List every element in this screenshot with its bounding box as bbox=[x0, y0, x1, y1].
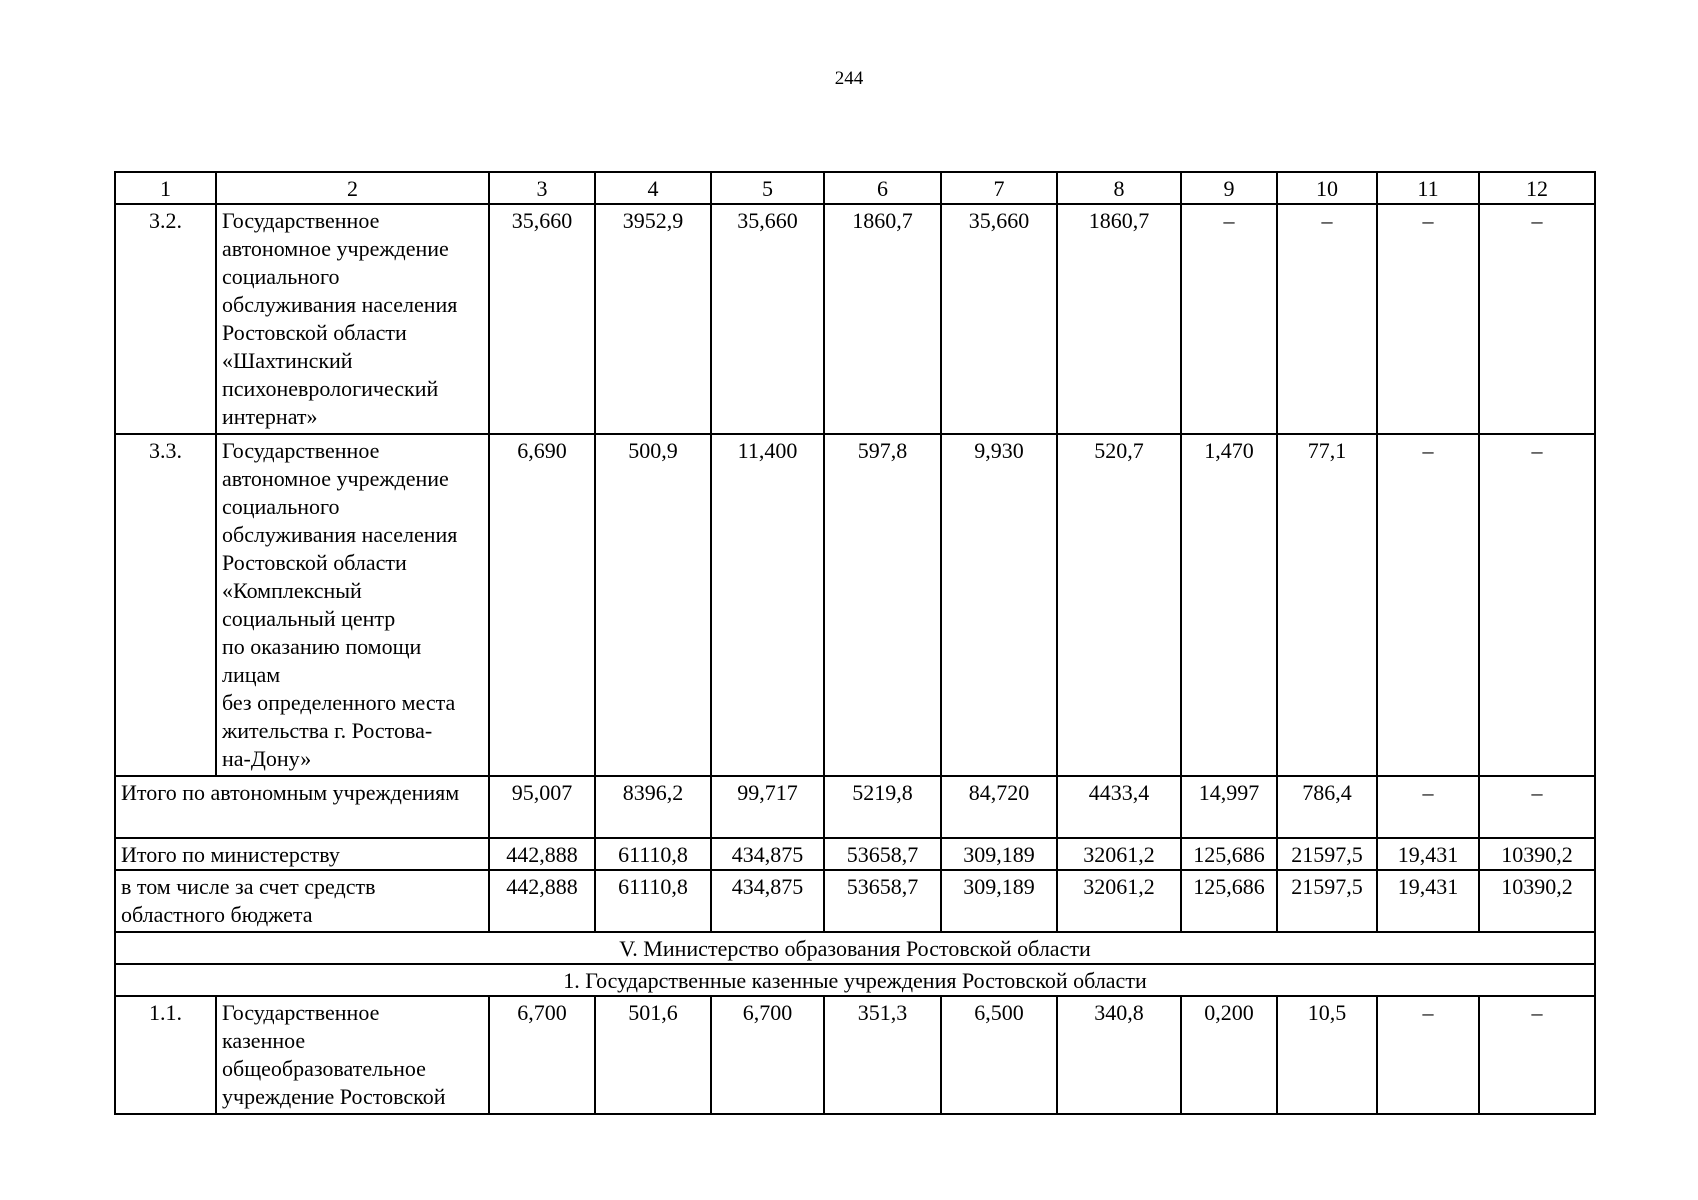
value-cell: 125,686 bbox=[1181, 838, 1277, 870]
value-cell: 11,400 bbox=[711, 434, 824, 776]
table-row bbox=[115, 996, 1595, 1114]
value-cell: – bbox=[1479, 996, 1595, 1114]
value-cell: 442,888 bbox=[489, 838, 595, 870]
column-number: 3 bbox=[489, 172, 595, 204]
value-cell: 84,720 bbox=[941, 776, 1057, 838]
column-number: 12 bbox=[1479, 172, 1595, 204]
value-cell: 786,4 bbox=[1277, 776, 1377, 838]
column-number: 5 bbox=[711, 172, 824, 204]
value-cell: – bbox=[1277, 204, 1377, 434]
value-cell: 35,660 bbox=[711, 204, 824, 434]
value-cell: 501,6 bbox=[595, 996, 711, 1114]
value-cell: – bbox=[1479, 776, 1595, 838]
value-cell: 4433,4 bbox=[1057, 776, 1181, 838]
value-cell: 1,470 bbox=[1181, 434, 1277, 776]
value-cell: 442,888 bbox=[489, 870, 595, 932]
budget-table bbox=[114, 171, 1596, 1115]
value-cell: 61110,8 bbox=[595, 838, 711, 870]
value-cell: 5219,8 bbox=[824, 776, 941, 838]
row-number: 1.1. bbox=[115, 996, 216, 1114]
value-cell: 434,875 bbox=[711, 870, 824, 932]
value-cell: – bbox=[1377, 776, 1479, 838]
institution-name: Государственное автономное учреждение социального обслуживания населения Ростовской области «Шахтинский психоневрологический интернат» bbox=[216, 204, 489, 434]
value-cell: 32061,2 bbox=[1057, 870, 1181, 932]
value-cell: – bbox=[1181, 204, 1277, 434]
column-number: 10 bbox=[1277, 172, 1377, 204]
column-number: 7 bbox=[941, 172, 1057, 204]
column-number: 9 bbox=[1181, 172, 1277, 204]
value-cell: 500,9 bbox=[595, 434, 711, 776]
value-cell: 35,660 bbox=[489, 204, 595, 434]
row-number: 3.3. bbox=[115, 434, 216, 776]
total-label: Итого по министерству bbox=[115, 838, 489, 870]
value-cell: 32061,2 bbox=[1057, 838, 1181, 870]
value-cell: 309,189 bbox=[941, 838, 1057, 870]
column-number: 11 bbox=[1377, 172, 1479, 204]
value-cell: 6,690 bbox=[489, 434, 595, 776]
value-cell: 6,700 bbox=[711, 996, 824, 1114]
value-cell: – bbox=[1377, 204, 1479, 434]
value-cell: 53658,7 bbox=[824, 838, 941, 870]
subsection-row bbox=[115, 964, 1595, 996]
value-cell: 9,930 bbox=[941, 434, 1057, 776]
value-cell: 61110,8 bbox=[595, 870, 711, 932]
value-cell: 434,875 bbox=[711, 838, 824, 870]
page-number: 244 bbox=[834, 68, 864, 89]
value-cell: 6,700 bbox=[489, 996, 595, 1114]
value-cell: 14,997 bbox=[1181, 776, 1277, 838]
value-cell: 21597,5 bbox=[1277, 838, 1377, 870]
column-number: 8 bbox=[1057, 172, 1181, 204]
value-cell: 597,8 bbox=[824, 434, 941, 776]
value-cell: 125,686 bbox=[1181, 870, 1277, 932]
value-cell: 10390,2 bbox=[1479, 838, 1595, 870]
value-cell: – bbox=[1377, 996, 1479, 1114]
value-cell: 35,660 bbox=[941, 204, 1057, 434]
column-number: 2 bbox=[216, 172, 489, 204]
value-cell: 1860,7 bbox=[1057, 204, 1181, 434]
value-cell: 520,7 bbox=[1057, 434, 1181, 776]
section-row bbox=[115, 932, 1595, 964]
value-cell: 95,007 bbox=[489, 776, 595, 838]
value-cell: – bbox=[1479, 204, 1595, 434]
value-cell: 8396,2 bbox=[595, 776, 711, 838]
value-cell: – bbox=[1479, 434, 1595, 776]
value-cell: 53658,7 bbox=[824, 870, 941, 932]
table-row bbox=[115, 434, 1595, 776]
value-cell: 19,431 bbox=[1377, 870, 1479, 932]
value-cell: 77,1 bbox=[1277, 434, 1377, 776]
total-row bbox=[115, 870, 1595, 932]
total-label: Итого по автономным учреждениям bbox=[115, 776, 489, 838]
total-label: в том числе за счет средств областного бюджета bbox=[115, 870, 489, 932]
value-cell: 0,200 bbox=[1181, 996, 1277, 1114]
value-cell: 21597,5 bbox=[1277, 870, 1377, 932]
total-row bbox=[115, 776, 1595, 838]
column-number-row bbox=[115, 172, 1595, 204]
column-number: 6 bbox=[824, 172, 941, 204]
value-cell: 1860,7 bbox=[824, 204, 941, 434]
table-row bbox=[115, 204, 1595, 434]
section-title: V. Министерство образования Ростовской области bbox=[115, 932, 1595, 964]
value-cell: 3952,9 bbox=[595, 204, 711, 434]
institution-name: Государственное казенное общеобразовательное учреждение Ростовской bbox=[216, 996, 489, 1114]
value-cell: 309,189 bbox=[941, 870, 1057, 932]
value-cell: – bbox=[1377, 434, 1479, 776]
column-number: 4 bbox=[595, 172, 711, 204]
subsection-title: 1. Государственные казенные учреждения Ростовской области bbox=[115, 964, 1595, 996]
value-cell: 99,717 bbox=[711, 776, 824, 838]
total-row bbox=[115, 838, 1595, 870]
value-cell: 10390,2 bbox=[1479, 870, 1595, 932]
value-cell: 19,431 bbox=[1377, 838, 1479, 870]
row-number: 3.2. bbox=[115, 204, 216, 434]
column-number: 1 bbox=[115, 172, 216, 204]
value-cell: 10,5 bbox=[1277, 996, 1377, 1114]
value-cell: 351,3 bbox=[824, 996, 941, 1114]
institution-name: Государственное автономное учреждение социального обслуживания населения Ростовской области «Комплексный социальный центр по оказанию помощи лицам без определенного места жительства г. Ростова- на-Дону» bbox=[216, 434, 489, 776]
value-cell: 340,8 bbox=[1057, 996, 1181, 1114]
value-cell: 6,500 bbox=[941, 996, 1057, 1114]
